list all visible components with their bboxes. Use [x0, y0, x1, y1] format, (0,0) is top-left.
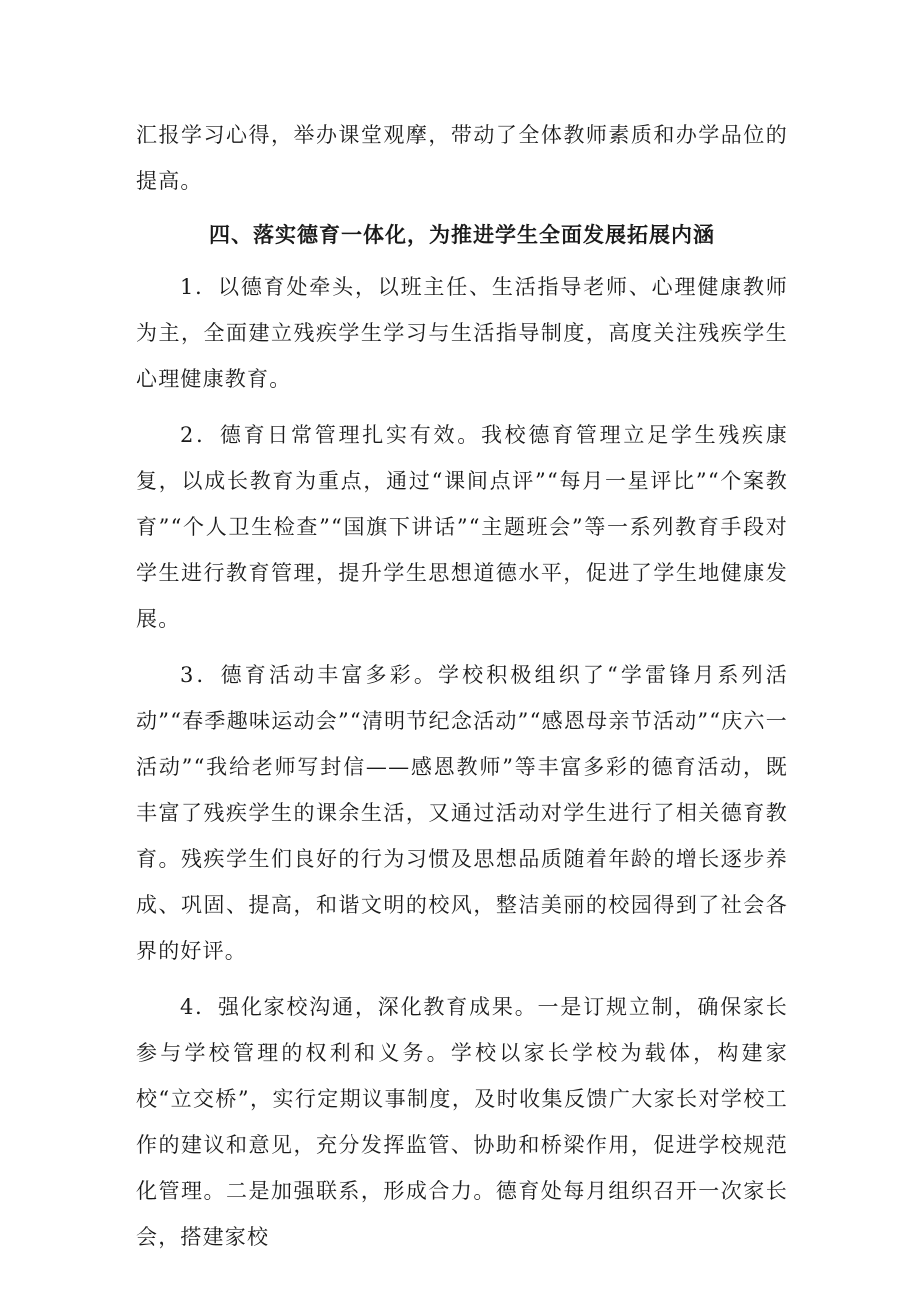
- section-heading: 四、落实德育一体化，为推进学生全面发展拓展内涵: [209, 223, 715, 247]
- paragraph-3: 3．德育活动丰富多彩。学校积极组织了“学雷锋月系列活动”“春季趣味运动会”“清明节纪念活动”“感恩母亲节活动”“庆六一活动”“我给老师写封信——感恩教师”等丰富多彩的德育活动，既丰富了残疾学生的课余生活，又通过活动对学生进行了相关德育教育。残疾学生们良好的行为习惯及思想品质随着年龄的增长逐步养成、巩固、提高，和谐文明的校风，整洁美丽的校园得到了社会各界的好评。: [136, 663, 788, 963]
- paragraph-1: 1．以德育处牵头，以班主任、生活指导老师、心理健康教师为主，全面建立残疾学生学习与生活指导制度，高度关注残疾学生心理健康教育。: [136, 275, 788, 391]
- paragraph-2: 2．德育日常管理扎实有效。我校德育管理立足学生残疾康复，以成长教育为重点，通过“课间点评”“每月一星评比”“个案教育”“个人卫生检查”“国旗下讲话”“主题班会”等一系列教育手段对学生进行教育管理，提升学生思想道德水平，促进了学生地健康发展。: [136, 423, 788, 631]
- intro-paragraph: 汇报学习心得，举办课堂观摩，带动了全体教师素质和办学品位的提高。: [136, 123, 788, 193]
- paragraph-4: 4．强化家校沟通，深化教育成果。一是订规立制，确保家长参与学校管理的权利和义务。学校以家长学校为载体，构建家校“立交桥”，实行定期议事制度，及时收集反馈广大家长对学校工作的建议和意见，充分发挥监管、协助和桥梁作用，促进学校规范化管理。二是加强联系，形成合力。德育处每月组织召开一次家长会，搭建家校: [136, 995, 788, 1249]
- document-body: [136, 112, 788, 1260]
